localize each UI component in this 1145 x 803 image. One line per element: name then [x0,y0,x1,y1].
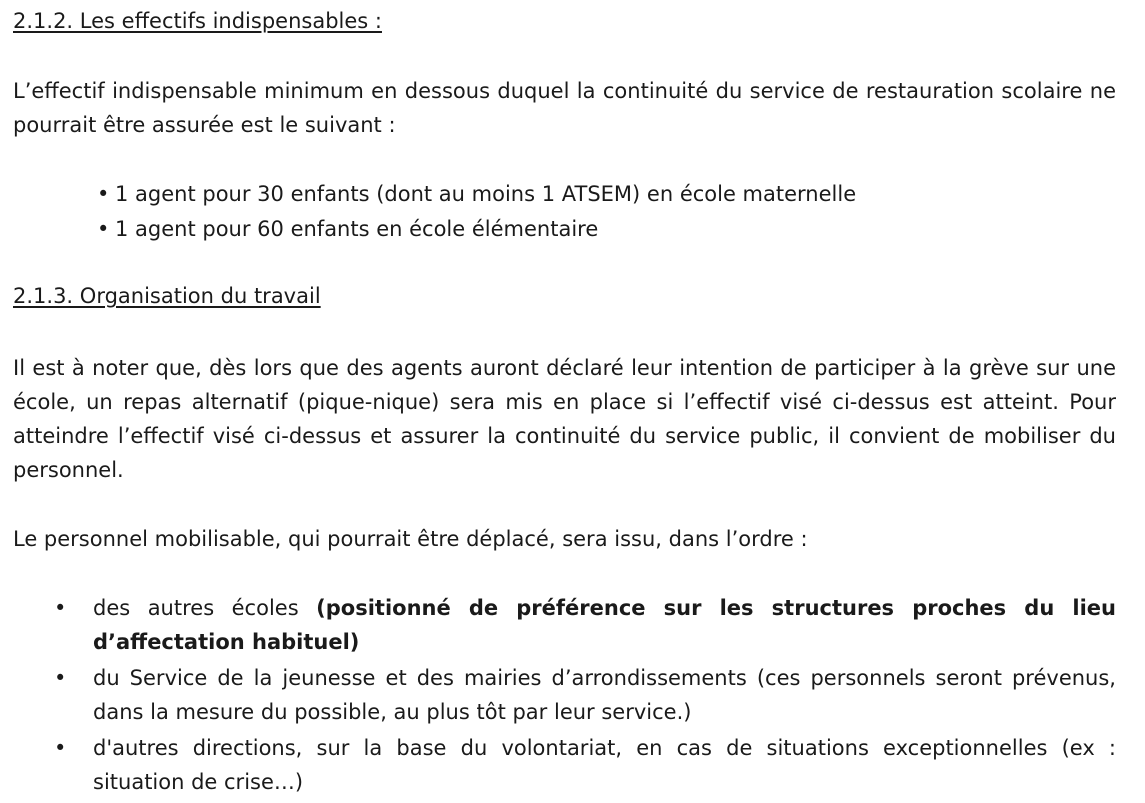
mobilisable-staff-intro: Le personnel mobilisable, qui pourrait être déplacé, sera issu, dans l’ordre : [13,527,808,551]
organisation-paragraph: Il est à noter que, dès lors que des agents auront déclaré leur intention de participer à la grève sur une école, un repas alternatif (pique-nique) sera mis en place si l’effectif visé ci-dessus est atteint. Pour atteindre l’effectif visé ci-dessus et assurer la continuité du service public, il convient de mobiliser du personnel. [13,356,1116,482]
bullet-icon: • [54,596,67,620]
bullet-icon: • [54,666,67,690]
staffing-ratio-list [97,177,856,247]
list-item: • 1 agent pour 60 enfants en école élémentaire [97,212,856,247]
bullet-icon: • [97,217,110,241]
list-item: • 1 agent pour 30 enfants (dont au moins 1 ATSEM) en école maternelle [97,177,856,212]
section-heading-2-1-2: 2.1.2. Les effectifs indispensables : [13,9,382,33]
list-item: • des autres écoles (positionné de préférence sur les structures proches du lieu d’affectation habituel) [13,591,1116,659]
list-item: • du Service de la jeunesse et des mairies d’arrondissements (ces personnels seront prévenus, dans la mesure du possible, au plus tôt par leur service.) [13,661,1116,729]
section-heading-2-1-3: 2.1.3. Organisation du travail [13,284,321,308]
intro-paragraph: L’effectif indispensable minimum en dessous duquel la continuité du service de restauration scolaire ne pourrait être assurée est le suivant : [13,79,1116,137]
mobilisable-staff-list [13,591,1116,801]
bullet-icon: • [54,736,67,760]
bullet-icon: • [97,182,110,206]
list-item: • d'autres directions, sur la base du volontariat, en cas de situations exceptionnelles (ex : situation de crise…) [13,731,1116,799]
